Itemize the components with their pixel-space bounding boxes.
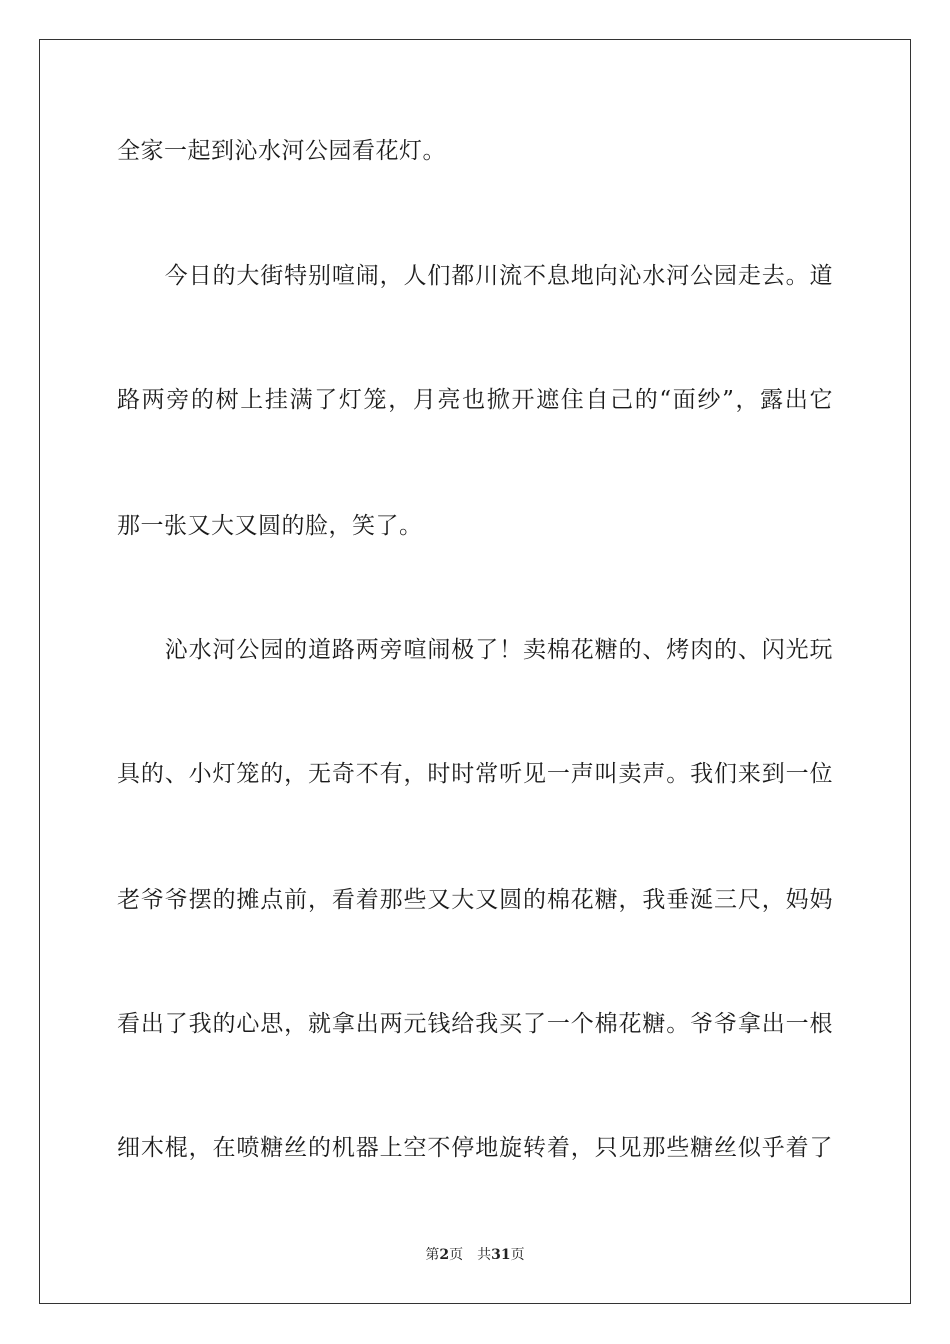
total-prefix: 共 [477,1247,492,1263]
text-line-4: 那一张又大又圆的脸，笑了。 [117,513,423,539]
text-line-3: 路两旁的树上挂满了灯笼，月亮也掀开遮住自己的“面纱”，露出它 [117,387,833,413]
text-line-1: 全家一起到沁水河公园看花灯。 [117,138,446,164]
text-line-7: 老爷爷摆的摊点前，看着那些又大又圆的棉花糖，我垂涎三尺，妈妈 [117,887,833,913]
text-line-6: 具的、小灯笼的，无奇不有，时时常听见一声叫卖声。我们来到一位 [117,761,833,787]
text-line-2: 今日的大街特别喧闹，人们都川流不息地向沁水河公园走去。道 [117,263,833,289]
text-line-5: 沁水河公园的道路两旁喧闹极了！卖棉花糖的、烤肉的、闪光玩 [117,637,833,663]
page-suffix: 页 [449,1247,464,1263]
total-pages: 31 [491,1247,511,1263]
page-number: 2 [439,1247,450,1263]
text-line-8: 看出了我的心思，就拿出两元钱给我买了一个棉花糖。爷爷拿出一根 [117,1011,833,1037]
page-footer [0,1246,950,1264]
total-suffix: 页 [510,1247,525,1263]
page-border [39,39,911,1304]
text-line-9: 细木棍，在喷糖丝的机器上空不停地旋转着，只见那些糖丝似乎着了 [117,1135,833,1161]
page-prefix: 第 [425,1247,440,1263]
